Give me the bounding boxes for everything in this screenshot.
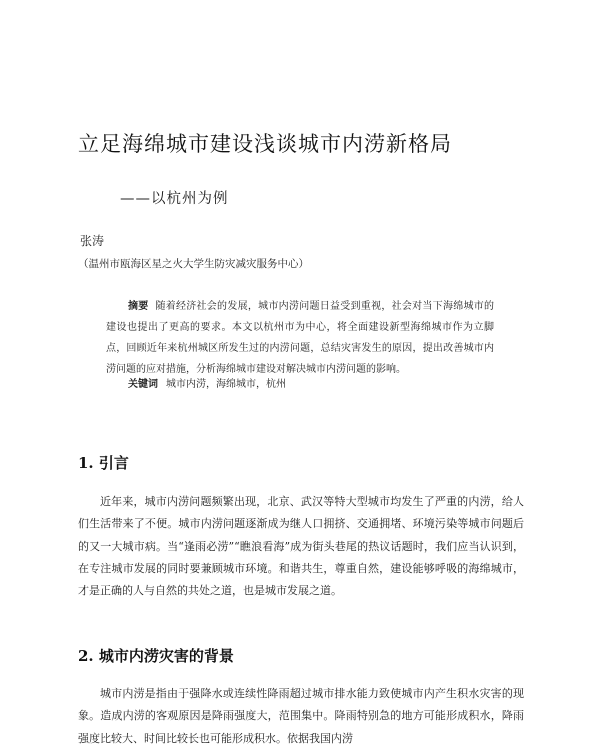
article-subtitle: ——以杭州为例	[120, 191, 229, 207]
abstract	[106, 296, 494, 380]
author-name: 张涛	[80, 234, 105, 248]
section-heading-introduction: 1. 引言	[78, 454, 129, 472]
keywords	[128, 375, 286, 390]
keywords-text: 城市内涝，海绵城市，杭州	[166, 379, 286, 390]
section-paragraph-background: 城市内涝是指由于强降水或连续性降雨超过城市排水能力致使城市内产生积水灾害的现象。造成内涝的客观原因是降雨强度大，范围集中。降雨特别急的地方可能形成积水，降雨强度比较大、时间比较长也可能形成积水。依据我国内涝	[78, 687, 524, 745]
abstract-label: 摘要	[128, 301, 149, 312]
abstract-text: 随着经济社会的发展，城市内涝问题日益受到重视，社会对当下海绵城市的建设也提出了更高的要求。本文以杭州市为中心，将全面建设新型海绵城市作为立脚点，回顾近年来杭州城区所发生过的内涝问题，总结灾害发生的原因，提出改善城市内涝问题的应对措施，分析海绵城市建设对解决城市内涝问题的影响。	[106, 301, 495, 375]
keywords-label: 关键词	[128, 379, 158, 390]
author-affiliation: （温州市瓯海区星之火大学生防灾减灾服务中心）	[78, 258, 309, 270]
section-paragraph-introduction: 近年来，城市内涝问题频繁出现，北京、武汉等特大型城市均发生了严重的内涝，给人们生活带来了不便。城市内涝问题逐渐成为继人口拥挤、交通拥堵、环境污染等城市问题后的又一大城市病。当“逢雨必涝”“瞧浪看海”成为街头巷尾的热议话题时，我们应当认识到，在专注城市发展的同时要兼顾城市环境。和谐共生，尊重自然，建设能够呼吸的海绵城市，才是正确的人与自然的共处之道，也是城市发展之道。	[78, 495, 524, 598]
article-title: 立足海绵城市建设浅谈城市内涝新格局	[78, 132, 452, 156]
section-heading-background: 2. 城市内涝灾害的背景	[78, 647, 234, 665]
